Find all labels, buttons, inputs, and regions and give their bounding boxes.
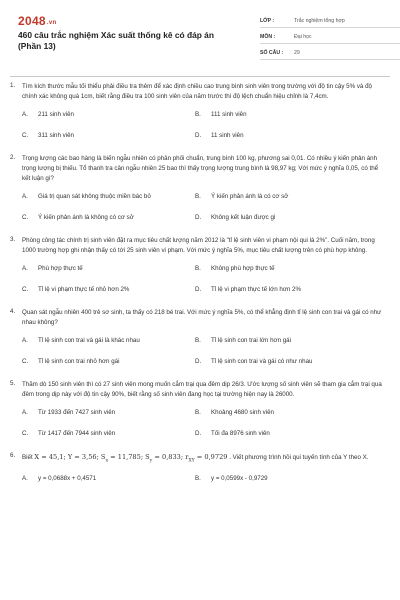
question-number: 2.	[10, 154, 16, 161]
option-text: Giá trị quan sát không thuộc miền bác bỏ	[38, 193, 151, 200]
option-letter: D.	[195, 286, 202, 293]
document-meta	[260, 14, 400, 62]
header-divider	[10, 76, 390, 77]
answer-option-b[interactable]	[195, 191, 368, 202]
question-text: Thăm dò 150 sinh viên thì có 27 sinh viên mong muốn cắm trại qua đêm dịp 26/3. Ước lượng số sinh viên sẽ tham gia cắm trại qua đêm trong dịp này với độ tin cậy 90%, biết rằng số sinh viên đang học tại trường hiện nay là 26000.	[22, 381, 382, 398]
option-letter: B.	[195, 475, 201, 483]
option-letter: A.	[22, 409, 28, 416]
question-text	[22, 452, 390, 466]
answer-option-a[interactable]	[22, 191, 195, 202]
option-letter: C.	[22, 132, 29, 139]
question-number: 5.	[10, 380, 16, 387]
document-title: 460 câu trắc nghiệm Xác suất thống kê có đáp án (Phần 13)	[18, 30, 214, 51]
option-text: y = 0,0599x - 0,9729	[211, 475, 268, 483]
answer-option-b[interactable]	[195, 473, 368, 484]
option-letter: C.	[22, 214, 29, 221]
answer-option-c[interactable]	[22, 356, 195, 367]
site-logo[interactable]: 2048.vn	[18, 14, 57, 28]
question-number: 3.	[10, 236, 16, 243]
question-item	[10, 452, 390, 494]
question-number: 6.	[10, 452, 16, 459]
answer-option-b[interactable]	[195, 335, 368, 346]
option-text: Từ 1933 đến 7427 sinh viên	[38, 409, 116, 416]
question-number: 4.	[10, 308, 16, 315]
answer-option-d[interactable]	[195, 428, 368, 439]
option-letter: D.	[195, 132, 202, 139]
option-letter: B.	[195, 265, 201, 272]
option-text: Tỉ lệ sinh con trai và gái có như nhau	[211, 358, 313, 365]
option-text: Không kết luận được gì	[211, 214, 276, 221]
option-letter: B.	[195, 337, 201, 344]
answer-option-a[interactable]	[22, 407, 195, 418]
answer-option-d[interactable]	[195, 130, 368, 141]
question-text-suffix: . Viết phương trình hồi qui tuyến tính của Y theo X.	[229, 454, 369, 461]
answer-option-c[interactable]	[22, 284, 195, 295]
answer-option-a[interactable]	[22, 473, 195, 484]
question-text: Tìm kích thước mẫu tối thiểu phải điều tra thêm để xác định chiều cao trung bình sinh viên trong trường với độ tin cậy 5% và độ chính xác không quá 1cm, biết rằng điều tra 100 sinh viên của năm trước thì độ lệch chuẩn hiệu chỉnh là 7,4cm.	[22, 83, 372, 100]
option-text: 211 sinh viên	[38, 111, 75, 118]
option-text: Tỉ lệ sinh con trai nhỏ hơn gái	[38, 358, 120, 365]
option-text: Ý kiến phản ánh là không có cơ sở	[38, 214, 134, 221]
meta-label: MÔN :	[260, 33, 276, 40]
answer-option-d[interactable]	[195, 284, 368, 295]
meta-question-count	[260, 46, 400, 60]
answer-options	[22, 335, 390, 377]
option-text: Tỉ lệ sinh con trai và gái là khác nhau	[38, 337, 140, 344]
regression-formula: X = 45,1; Y = 3,56; $S_x = 11,785$; $S_y = 0,833$; $r_{XY} = 0,9729$	[34, 453, 228, 464]
option-text: Tỉ lệ vi phạm thực tế nhỏ hơn 2%	[38, 286, 130, 293]
option-letter: A.	[22, 337, 28, 344]
option-letter: B.	[195, 111, 201, 118]
option-text: y = 0,0688x + 0,4571	[38, 475, 97, 483]
option-text: Không phù hợp thực tế	[211, 265, 275, 272]
option-text: Phù hợp thực tế	[38, 265, 83, 272]
question-item	[10, 82, 390, 151]
answer-option-a[interactable]	[22, 109, 195, 120]
meta-label: SỐ CÂU :	[260, 49, 284, 56]
answer-options	[22, 473, 390, 494]
meta-label: LỚP :	[260, 17, 275, 24]
meta-class	[260, 14, 400, 28]
option-letter: D.	[195, 214, 202, 221]
option-text: 11 sinh viên	[211, 132, 244, 139]
answer-option-a[interactable]	[22, 263, 195, 274]
answer-option-b[interactable]	[195, 109, 368, 120]
answer-option-c[interactable]	[22, 428, 195, 439]
answer-options	[22, 109, 390, 151]
answer-option-d[interactable]	[195, 212, 368, 223]
option-letter: B.	[195, 193, 201, 200]
option-text: Tối đa 8976 sinh viên	[211, 430, 270, 437]
option-letter: A.	[22, 111, 28, 118]
option-text: Khoảng 4680 sinh viên	[211, 409, 274, 416]
option-text: Tỉ lệ sinh con trai lớn hơn gái	[211, 337, 291, 344]
question-item	[10, 154, 390, 233]
question-text-prefix: Biết	[22, 454, 33, 461]
option-letter: A.	[22, 193, 28, 200]
question-item	[10, 236, 390, 305]
meta-subject	[260, 30, 400, 44]
question-number: 1.	[10, 82, 16, 89]
document-header	[10, 0, 390, 76]
meta-value: Trắc nghiệm tổng hợp	[294, 17, 345, 24]
option-text: Từ 1417 đến 7944 sinh viên	[38, 430, 116, 437]
answer-options	[22, 191, 390, 233]
question-item	[10, 308, 390, 377]
question-list	[10, 82, 390, 494]
question-text: Trọng lượng các bao hàng là biến ngẫu nhiên có phân phối chuẩn, trung bình 100 kg, phương sai 0,01. Có nhiều ý kiến phản ánh trọng lượng bị thiếu. Tổ thanh tra cân ngẫu nhiên 25 bao thì thấy trọng lượng trung bình là 98,97 kg; Với mức ý nghĩa 0,05, có thể kết luận gì?	[22, 155, 379, 182]
option-text: Ý kiến phản ánh là có cơ sở	[211, 193, 289, 200]
option-letter: D.	[195, 430, 202, 437]
option-text: Tỉ lệ vi phạm thực tế lớn hơn 2%	[211, 286, 301, 293]
answer-option-b[interactable]	[195, 263, 368, 274]
answer-option-d[interactable]	[195, 356, 368, 367]
question-item	[10, 380, 390, 449]
option-letter: B.	[195, 409, 201, 416]
option-letter: A.	[22, 265, 28, 272]
answer-option-c[interactable]	[22, 212, 195, 223]
meta-value: 29	[294, 49, 300, 56]
answer-options	[22, 263, 390, 305]
option-text: 111 sinh viên	[211, 111, 247, 118]
option-text: 311 sinh viên	[38, 132, 75, 139]
answer-options	[22, 407, 390, 449]
option-letter: D.	[195, 358, 202, 365]
meta-value: Đại học	[294, 33, 312, 40]
answer-option-b[interactable]	[195, 407, 368, 418]
option-letter: C.	[22, 430, 29, 437]
option-letter: C.	[22, 358, 29, 365]
question-text: Quan sát ngẫu nhiên 400 trẻ sơ sinh, ta thấy có 218 bé trai. Với mức ý nghĩa 5%, có thể khẳng định tỉ lệ sinh con trai và gái có như nhau không?	[22, 309, 382, 326]
option-letter: C.	[22, 286, 29, 293]
answer-option-a[interactable]	[22, 335, 195, 346]
answer-option-c[interactable]	[22, 130, 195, 141]
option-letter: A.	[22, 475, 28, 483]
question-text: Phòng công tác chính trị sinh viên đặt ra mục tiêu chất lượng năm 2012 là "tỉ lệ sinh viên vi phạm nội qui là 2%". Cuối năm, trong 1000 trường hợp ghi nhận thấy có tới 25 sinh viên vi phạm. Với mức ý nghĩa 5%, mục tiêu chất lượng trên có phù hợp không.	[22, 237, 375, 254]
